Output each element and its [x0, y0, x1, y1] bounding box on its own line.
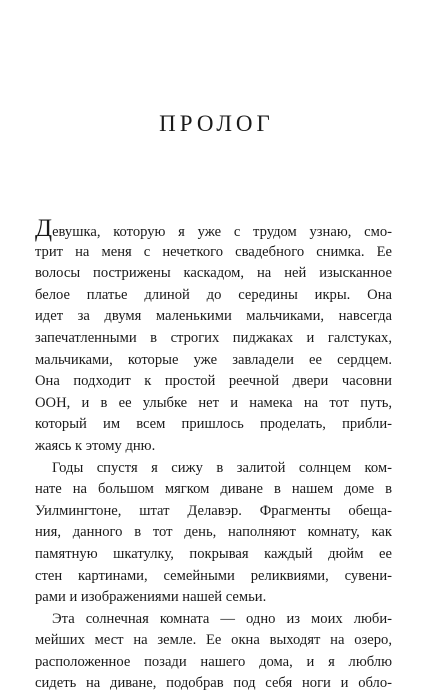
paragraph-2 [35, 458, 392, 609]
text-line: запечатленными в строгих пиджаках и галстуках, [35, 329, 392, 346]
chapter-title: ПРОЛОГ [159, 111, 274, 136]
text-line: мальчиками, которые уже завладели ее сердцем. [35, 351, 392, 368]
text-line: трит на меня с нечеткого свадебного снимка. Ее [35, 243, 392, 260]
text-line: Годы спустя я сижу в залитой солнцем ком- [52, 459, 392, 476]
text-line: стен картинами, семейными реликвиями, сувени- [35, 567, 392, 584]
text-line: Эта солнечная комната — одно из моих люби- [52, 610, 392, 627]
text-line: Она подходит к простой реечной двери часовни [35, 373, 392, 390]
text-line: Девушка, которую я уже с трудом узнаю, смо- [35, 215, 392, 242]
body-text [35, 215, 392, 695]
text-line: рами и изображениями нашей семьи. [35, 589, 267, 606]
text-line: жаясь к этому дню. [35, 437, 156, 454]
text-line: ООН, и в ее улыбке нет и намека на тот путь, [35, 394, 392, 411]
text-line: мейших мест на земле. Ее окна выходят на озеро, [35, 632, 392, 649]
text-line: волосы пострижены каскадом, на ней изысканное [35, 265, 392, 282]
paragraph-3 [35, 609, 392, 695]
text-line: ния, данного в тот день, наполняют комнату, как [35, 524, 392, 541]
text-line: идет за двумя маленькими мальчиками, навсегда [35, 308, 392, 325]
text-line: расположенное позади нашего дома, и я люблю [35, 653, 392, 670]
drop-cap: Д [35, 215, 53, 242]
text-line: Уилмингтоне, штат Делавэр. Фрагменты обеща- [35, 502, 392, 519]
text-line: памятную шкатулку, покрывая каждый дюйм ее [35, 545, 392, 562]
text-line: нате на большом мягком диване в нашем доме в [35, 481, 392, 498]
text-line: который им всем пришлось проделать, прибли- [35, 416, 392, 433]
text-line: сидеть на диване, подобрав под себя ноги и обло- [35, 675, 392, 692]
text-line: белое платье длиной до середины икры. Она [35, 286, 392, 303]
paragraph-1 [35, 215, 392, 458]
